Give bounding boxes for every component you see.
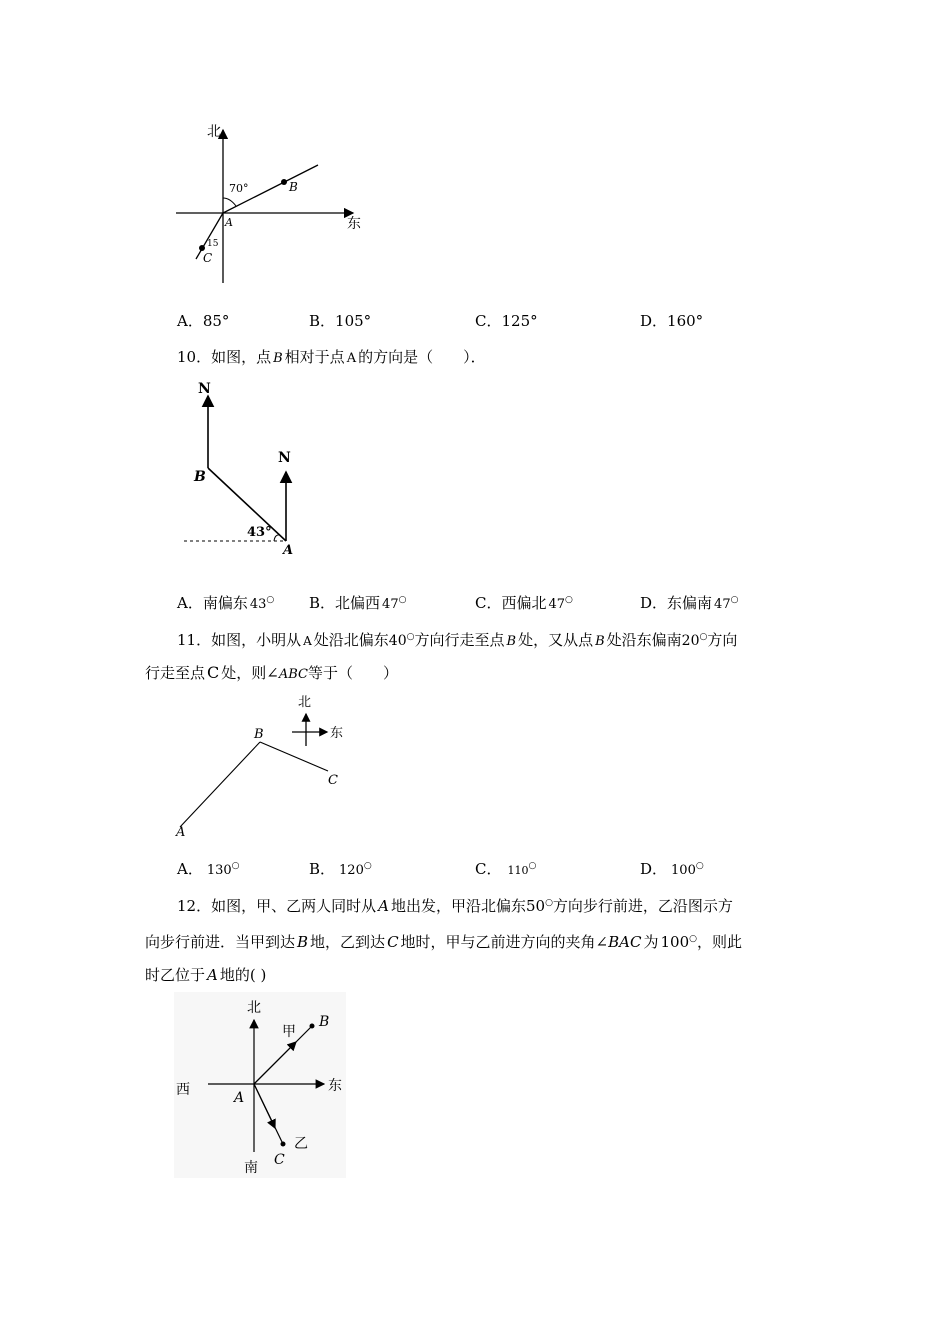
q12-question-line-1 bbox=[177, 893, 733, 916]
q9-east-label: 东 bbox=[347, 216, 361, 232]
q11-label-b: B bbox=[254, 727, 264, 742]
q9-option-a-text: 85° bbox=[202, 312, 230, 330]
q10-number: 10． bbox=[177, 348, 212, 366]
q10-option-d-degree: ○ bbox=[730, 595, 739, 605]
q11-option-a-degree: ○ bbox=[231, 861, 240, 871]
q10-text-1: 如图，点 bbox=[211, 348, 272, 366]
q12-figure bbox=[174, 992, 346, 1178]
q11-deg-20: 20 bbox=[681, 633, 700, 649]
q11-segment-ab bbox=[180, 742, 260, 827]
q12-label-a: A bbox=[234, 1090, 245, 1106]
q10-option-c-value: 47 bbox=[548, 597, 566, 612]
q12-text-10: 地的( ) bbox=[219, 966, 267, 984]
q11-point-b: B bbox=[506, 634, 517, 649]
q9-option-d-text: 160° bbox=[667, 312, 704, 330]
q9-option-b-text: 105° bbox=[335, 312, 372, 330]
q12-text-1: 如图，甲、乙两人同时从 bbox=[211, 897, 377, 915]
q12-point-a: A bbox=[378, 897, 389, 915]
q12-question-line-2 bbox=[145, 929, 742, 952]
q12-jia-label: 甲 bbox=[282, 1024, 296, 1040]
q12-text-3: 方向步行前进，乙沿图示方 bbox=[552, 897, 733, 915]
q11-option-c-degree: ○ bbox=[528, 861, 537, 871]
q12-point-c bbox=[281, 1142, 286, 1147]
q11-north-label: 北 bbox=[298, 695, 312, 710]
q9-label-b: B bbox=[289, 180, 298, 194]
q11-option-c[interactable] bbox=[475, 856, 536, 881]
q10-option-b-key: B． bbox=[309, 594, 336, 612]
q9-option-b-key: B． bbox=[309, 312, 336, 330]
q12-point-a2: A bbox=[207, 966, 218, 984]
q11-point-c: C bbox=[207, 663, 220, 682]
q12-label-c: C bbox=[274, 1152, 285, 1168]
q12-point-b bbox=[310, 1024, 315, 1029]
q10-option-d-key: D． bbox=[640, 594, 668, 612]
q9-label-a: A bbox=[225, 216, 233, 229]
q12-north-label: 北 bbox=[247, 1000, 261, 1016]
q11-option-b-key: B． bbox=[309, 860, 336, 878]
q9-option-d-key: D． bbox=[640, 312, 668, 330]
q11-option-d-key: D． bbox=[640, 860, 668, 878]
q11-east-label: 东 bbox=[330, 726, 344, 741]
q10-text-2: 相对于点 bbox=[284, 348, 345, 366]
q12-text-8: ，则此 bbox=[696, 933, 742, 951]
q11-option-d[interactable] bbox=[640, 856, 704, 881]
q10-option-b-degree: ○ bbox=[398, 595, 407, 605]
q12-angle-name: BAC bbox=[608, 933, 642, 951]
q11-text-7: 行走至点 bbox=[145, 664, 206, 682]
q11-text-5: 处沿东偏南 bbox=[606, 631, 682, 649]
q10-point-a: A bbox=[346, 351, 357, 366]
q11-text-9: 等于（ ） bbox=[307, 664, 398, 682]
q12-question-line-3 bbox=[145, 965, 266, 985]
q10-option-b-value: 47 bbox=[382, 597, 399, 612]
q9-figure bbox=[170, 118, 370, 288]
q10-option-a[interactable] bbox=[177, 590, 274, 615]
q11-figure bbox=[170, 688, 360, 840]
q10-option-c-degree: ○ bbox=[565, 595, 573, 605]
q12-point-c: C bbox=[387, 933, 399, 951]
q12-deg-100: 100 bbox=[660, 933, 690, 951]
q12-west-label: 西 bbox=[176, 1082, 190, 1098]
q11-point-a: A bbox=[303, 634, 312, 648]
q9-option-c[interactable] bbox=[475, 311, 538, 331]
q10-option-d[interactable] bbox=[640, 590, 738, 615]
q10-option-a-text: 南偏东 bbox=[202, 594, 248, 612]
q10-label-b: B bbox=[194, 469, 206, 485]
q12-deg-50-symbol: ○ bbox=[545, 898, 553, 908]
q10-option-a-key: A． bbox=[177, 594, 203, 612]
q12-text-9: 时乙位于 bbox=[145, 966, 206, 984]
q9-angle-70-label: 70° bbox=[229, 182, 249, 195]
q11-option-a[interactable] bbox=[177, 856, 240, 881]
q10-option-d-text: 东偏南 bbox=[667, 594, 713, 612]
q11-label-a: A bbox=[176, 825, 186, 840]
q11-number: 11． bbox=[177, 631, 212, 649]
q9-option-a[interactable] bbox=[177, 311, 229, 331]
q11-text-4: 处，又从点 bbox=[518, 631, 594, 649]
q9-option-c-text: 125° bbox=[501, 312, 538, 330]
q11-question-line-2 bbox=[145, 663, 398, 685]
q11-deg-40: 40 bbox=[388, 633, 407, 649]
q10-option-a-value: 43 bbox=[249, 597, 267, 612]
q10-option-a-degree: ○ bbox=[266, 595, 275, 605]
q11-option-c-key: C． bbox=[475, 860, 502, 878]
q11-text-6: 方向 bbox=[707, 631, 738, 649]
q11-text-3: 方向行走至点 bbox=[414, 631, 505, 649]
q10-question bbox=[177, 347, 486, 369]
q10-north-label-2: N bbox=[278, 450, 291, 466]
q11-text-8: 处，则∠ bbox=[221, 664, 279, 682]
q9-option-b[interactable] bbox=[309, 311, 371, 331]
q11-option-d-degree: ○ bbox=[695, 861, 704, 871]
q9-option-c-key: C． bbox=[475, 312, 502, 330]
q11-segment-bc bbox=[260, 742, 328, 771]
q10-label-a: A bbox=[283, 543, 294, 558]
q12-point-b: B bbox=[297, 933, 309, 951]
q10-option-c[interactable] bbox=[475, 590, 573, 615]
q10-option-c-key: C． bbox=[475, 594, 502, 612]
q9-north-label: 北 bbox=[207, 124, 221, 140]
q12-east-label: 东 bbox=[328, 1078, 342, 1094]
q10-option-b-text: 北偏西 bbox=[335, 594, 381, 612]
q11-text-2: 处沿北偏东 bbox=[313, 631, 389, 649]
q11-option-d-value: 100 bbox=[671, 863, 696, 878]
q9-angle-15-label: 15 bbox=[207, 239, 219, 249]
q12-deg-100-symbol: ○ bbox=[689, 934, 697, 944]
q10-north-label-1: N bbox=[198, 381, 211, 397]
q9-option-d[interactable] bbox=[640, 311, 703, 331]
q12-text-6: 地时，甲与乙前进方向的夹角∠ bbox=[400, 933, 609, 951]
q10-angle-label: 43° bbox=[247, 525, 272, 540]
q11-option-a-key: A． bbox=[177, 860, 203, 878]
q10-text-3: 的方向是（ ）． bbox=[358, 348, 486, 366]
q11-option-a-value: 130 bbox=[206, 863, 232, 878]
q10-option-b[interactable] bbox=[309, 590, 406, 615]
q11-option-b[interactable] bbox=[309, 856, 372, 881]
q12-text-2: 地出发，甲沿北偏东 bbox=[390, 897, 526, 915]
q10-option-d-value: 47 bbox=[714, 597, 731, 612]
q10-figure bbox=[180, 378, 320, 560]
q11-angle-name: ABC bbox=[278, 667, 308, 682]
q9-option-a-key: A． bbox=[177, 312, 203, 330]
q9-angle-arc-70 bbox=[223, 198, 236, 206]
q11-option-b-value: 120 bbox=[339, 863, 364, 878]
q10-point-b: B bbox=[273, 351, 283, 366]
q10-option-c-text: 西偏北 bbox=[501, 594, 547, 612]
q11-text-1: 如图，小明从 bbox=[211, 631, 302, 649]
q10-angle-arc bbox=[274, 535, 280, 541]
q12-deg-50: 50 bbox=[525, 897, 546, 915]
q12-label-b: B bbox=[319, 1014, 330, 1030]
q9-label-c: C bbox=[203, 251, 213, 265]
q11-label-c: C bbox=[328, 773, 338, 788]
q11-deg-20-symbol: ○ bbox=[699, 632, 708, 642]
q9-point-b bbox=[281, 179, 287, 185]
q12-number: 12． bbox=[177, 897, 212, 915]
q12-yi-label: 乙 bbox=[294, 1136, 308, 1152]
q12-text-7: 为 bbox=[643, 933, 659, 951]
q11-option-b-degree: ○ bbox=[363, 861, 372, 871]
q11-option-c-value: 110 bbox=[507, 864, 529, 877]
q11-point-b2: B bbox=[595, 634, 605, 649]
q12-south-label: 南 bbox=[244, 1160, 258, 1176]
q12-text-4: 向步行前进．当甲到达 bbox=[145, 933, 296, 951]
q12-text-5: 地，乙到达 bbox=[310, 933, 386, 951]
q11-question-line-1 bbox=[177, 627, 737, 652]
q11-deg-40-symbol: ○ bbox=[406, 632, 415, 642]
